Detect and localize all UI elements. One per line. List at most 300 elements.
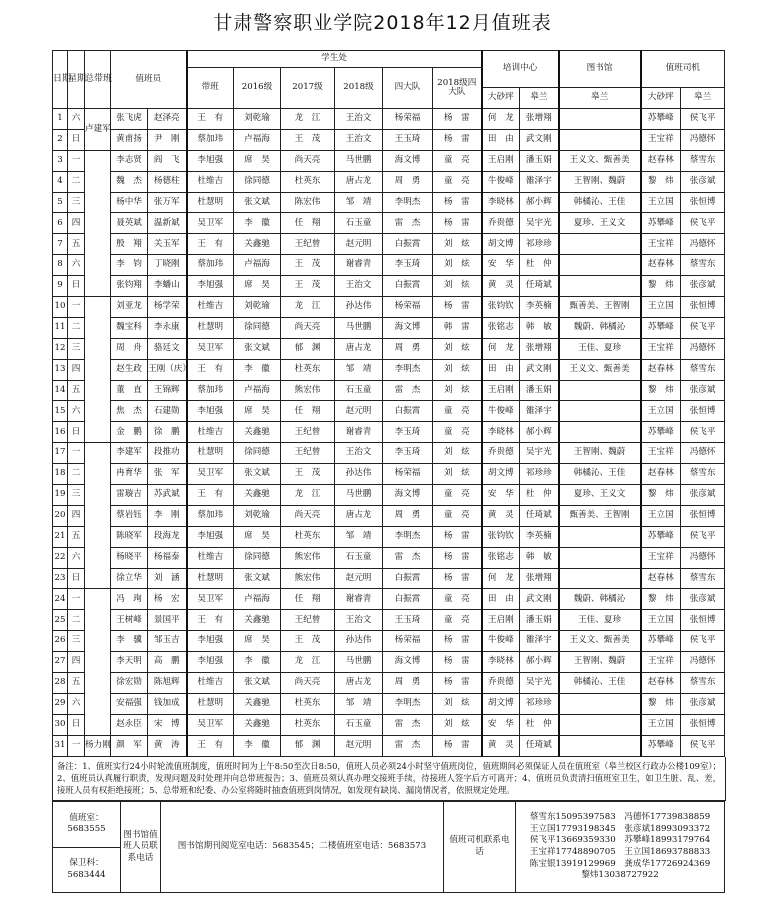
cell-grade-2018: 王治文 xyxy=(335,276,383,297)
cell-week: 日 xyxy=(68,422,85,443)
cell-brigade4: 周 勇 xyxy=(383,505,433,526)
roster-row xyxy=(53,401,725,422)
cell-training-dashaping: 田 由 xyxy=(482,359,520,380)
page-title: 甘肃警察职业学院2018年12月值班表 xyxy=(213,12,552,34)
cell-grade-2017: 杜英东 xyxy=(281,714,335,735)
cell-training-dashaping: 何 龙 xyxy=(482,338,520,359)
cell-brigade4-2018: 杨 雷 xyxy=(433,568,482,589)
cell-grade-2018: 唐占龙 xyxy=(335,505,383,526)
cell-driver-dashaping: 王宝祥 xyxy=(641,234,681,255)
cell-driver-gaolan: 蔡雪东 xyxy=(681,673,725,694)
cell-brigade4: 雷 杰 xyxy=(383,213,433,234)
driver-phone-line: 黎炜13038727922 xyxy=(581,870,659,881)
cell-driver-gaolan: 侯飞平 xyxy=(681,109,725,130)
cell-training-dashaping: 李晓林 xyxy=(482,652,520,673)
cell-training-dashaping: 牛俊峰 xyxy=(482,631,520,652)
cell-training-dashaping: 牛俊峰 xyxy=(482,171,520,192)
cell-grade-2017: 陈宏伟 xyxy=(281,192,335,213)
cell-training-gaolan: 雒泽宇 xyxy=(520,631,559,652)
roster-row xyxy=(53,338,725,359)
cell-week: 一 xyxy=(68,589,85,610)
cell-grade-2016: 张文斌 xyxy=(234,338,281,359)
cell-lead: 杜维吉 xyxy=(187,673,234,694)
cell-grade-2017: 熊宏伟 xyxy=(281,568,335,589)
cell-grade-2016: 李 徽 xyxy=(234,359,281,380)
cell-grade-2016: 卢福海 xyxy=(234,589,281,610)
cell-library-gaolan: 王智刚、魏蔚 xyxy=(559,652,641,673)
cell-lead: 王 有 xyxy=(187,485,234,506)
roster-row xyxy=(53,673,725,694)
cell-driver-dashaping: 苏攀峰 xyxy=(641,735,681,756)
cell-lead: 蔡加玮 xyxy=(187,505,234,526)
cell-staff-2: 赵泽亮 xyxy=(148,109,187,130)
cell-brigade4-2018: 刘 炫 xyxy=(433,359,482,380)
cell-training-dashaping: 何 龙 xyxy=(482,109,520,130)
duty-room-phone: 值班室：5683555 xyxy=(53,802,121,848)
cell-grade-2018: 孙达伟 xyxy=(335,297,383,318)
cell-training-gaolan: 武文刚 xyxy=(520,359,559,380)
cell-training-gaolan: 雒泽宇 xyxy=(520,171,559,192)
cell-grade-2017: 龙 江 xyxy=(281,652,335,673)
cell-grade-2018: 赵元明 xyxy=(335,234,383,255)
cell-brigade4: 雷 杰 xyxy=(383,380,433,401)
cell-grade-2018: 石玉童 xyxy=(335,547,383,568)
cell-grade-2016: 刘乾瑜 xyxy=(234,109,281,130)
cell-week: 二 xyxy=(68,171,85,192)
cell-grade-2016: 关鑫驰 xyxy=(234,485,281,506)
cell-training-dashaping: 牛俊峰 xyxy=(482,401,520,422)
cell-day: 24 xyxy=(53,589,68,610)
cell-grade-2016: 席 昊 xyxy=(234,150,281,171)
cell-library-gaolan: 王义文、甄善美 xyxy=(559,359,641,380)
cell-staff-1: 李天明 xyxy=(111,652,148,673)
cell-grade-2018: 邹 靖 xyxy=(335,693,383,714)
cell-driver-gaolan: 张恒博 xyxy=(681,297,725,318)
cell-brigade4-2018: 杨 雷 xyxy=(433,109,482,130)
cell-staff-1: 王树峰 xyxy=(111,610,148,631)
cell-brigade4: 李玉琦 xyxy=(383,255,433,276)
cell-grade-2016: 徐同德 xyxy=(234,171,281,192)
cell-grade-2016: 张文斌 xyxy=(234,192,281,213)
cell-brigade4: 李明杰 xyxy=(383,359,433,380)
cell-week: 六 xyxy=(68,255,85,276)
cell-driver-gaolan: 侯飞平 xyxy=(681,422,725,443)
cell-grade-2017: 王纪曾 xyxy=(281,610,335,631)
cell-brigade4-2018: 杨 雷 xyxy=(433,297,482,318)
cell-brigade4-2018: 杨 雷 xyxy=(433,192,482,213)
cell-training-gaolan: 张增翔 xyxy=(520,568,559,589)
cell-lead: 王 有 xyxy=(187,234,234,255)
cell-grade-2018: 马世鹏 xyxy=(335,150,383,171)
cell-brigade4: 杨荣福 xyxy=(383,464,433,485)
roster-row xyxy=(53,735,725,756)
cell-training-gaolan: 郝小辉 xyxy=(520,192,559,213)
cell-driver-dashaping: 王立国 xyxy=(641,297,681,318)
cell-library-gaolan xyxy=(559,422,641,443)
cell-brigade4-2018: 童 亮 xyxy=(433,171,482,192)
cell-brigade4: 王玉琦 xyxy=(383,129,433,150)
cell-grade-2016: 徐同德 xyxy=(234,317,281,338)
cell-brigade4-2018: 童 亮 xyxy=(433,589,482,610)
duty-table xyxy=(52,50,725,757)
cell-grade-2018: 石玉童 xyxy=(335,714,383,735)
cell-training-dashaping: 安 华 xyxy=(482,714,520,735)
cell-training-dashaping: 乔贵德 xyxy=(482,213,520,234)
cell-training-dashaping: 王启刚 xyxy=(482,380,520,401)
cell-training-dashaping: 黄 灵 xyxy=(482,276,520,297)
cell-staff-2: 钱加成 xyxy=(148,693,187,714)
roster-row xyxy=(53,213,725,234)
cell-staff-1: 杨中华 xyxy=(111,192,148,213)
cell-library-gaolan xyxy=(559,255,641,276)
cell-driver-dashaping: 苏攀峰 xyxy=(641,317,681,338)
cell-training-dashaping: 乔贵德 xyxy=(482,673,520,694)
cell-brigade4-2018: 杨 雷 xyxy=(433,526,482,547)
cell-driver-dashaping: 苏攀峰 xyxy=(641,109,681,130)
cell-day: 9 xyxy=(53,276,68,297)
cell-day: 20 xyxy=(53,505,68,526)
cell-driver-dashaping: 赵春林 xyxy=(641,673,681,694)
cell-driver-gaolan: 张恒博 xyxy=(681,192,725,213)
driver-phone-line: 陈宝银13919129969 龚成华17726924369 xyxy=(529,858,711,869)
cell-grade-2017: 杜英东 xyxy=(281,359,335,380)
cell-brigade4: 周 勇 xyxy=(383,673,433,694)
cell-driver-gaolan: 蔡雪东 xyxy=(681,568,725,589)
header-brigade4: 四大队 xyxy=(383,68,433,109)
cell-staff-1: 殷 翔 xyxy=(111,234,148,255)
cell-chief: 杨力刚 xyxy=(85,735,111,756)
cell-week: 三 xyxy=(68,631,85,652)
cell-driver-gaolan: 冯德怀 xyxy=(681,338,725,359)
cell-day: 29 xyxy=(53,693,68,714)
cell-day: 23 xyxy=(53,568,68,589)
cell-chief xyxy=(85,297,111,443)
cell-grade-2018: 谢睿青 xyxy=(335,422,383,443)
cell-brigade4-2018: 刘 炫 xyxy=(433,693,482,714)
cell-training-dashaping: 王启刚 xyxy=(482,150,520,171)
cell-staff-1: 焦 杰 xyxy=(111,401,148,422)
cell-grade-2018: 邹 靖 xyxy=(335,192,383,213)
cell-brigade4-2018: 刘 炫 xyxy=(433,276,482,297)
cell-staff-2: 陈旭辉 xyxy=(148,673,187,694)
cell-library-gaolan xyxy=(559,401,641,422)
cell-day: 1 xyxy=(53,109,68,130)
cell-staff-1: 聂英斌 xyxy=(111,213,148,234)
cell-driver-gaolan: 张恒博 xyxy=(681,505,725,526)
cell-brigade4-2018: 杨 雷 xyxy=(433,673,482,694)
cell-grade-2018: 王治文 xyxy=(335,610,383,631)
cell-grade-2016: 张文斌 xyxy=(234,673,281,694)
cell-staff-2: 李永康 xyxy=(148,317,187,338)
cell-day: 14 xyxy=(53,380,68,401)
cell-lead: 杜慧明 xyxy=(187,443,234,464)
cell-grade-2017: 王 茂 xyxy=(281,276,335,297)
cell-staff-2: 黄 涛 xyxy=(148,735,187,756)
cell-library-gaolan: 王义文、甄善美 xyxy=(559,631,641,652)
cell-lead: 李旭强 xyxy=(187,631,234,652)
cell-grade-2017: 王纪曾 xyxy=(281,422,335,443)
cell-grade-2017: 杜英东 xyxy=(281,693,335,714)
cell-driver-gaolan: 张彦斌 xyxy=(681,171,725,192)
cell-week: 五 xyxy=(68,234,85,255)
cell-brigade4: 海文博 xyxy=(383,485,433,506)
notes: 备注：1、值班实行24小时轮流值班制度，值班时间为上午8:50至次日8:50，值班人员必须24小时坚守值班岗位，值班期间必须保证人员在值班室（皋兰校区行政办公楼109室）；2、值班员认真履行职责，发现问题及时处理并向总带班报告；3、值班员须认真办理交接班手续，待接班人签字后方可离开；4、值班员负责清扫值班室卫生，如卫生脏、乱、差，接班人员有权拒绝接班；5、总带班和纪委、办公室将随时抽查值班到岗情况，如发现有缺岗、漏岗情况者，依照规定处理。 xyxy=(52,757,726,801)
cell-brigade4-2018: 刘 炫 xyxy=(433,234,482,255)
cell-staff-1: 冯 珣 xyxy=(111,589,148,610)
cell-lead: 杜慧明 xyxy=(187,693,234,714)
cell-staff-1: 刘亚龙 xyxy=(111,297,148,318)
cell-staff-2: 尹 刚 xyxy=(148,129,187,150)
cell-grade-2017: 王 茂 xyxy=(281,129,335,150)
cell-week: 六 xyxy=(68,547,85,568)
cell-brigade4-2018: 童 亮 xyxy=(433,505,482,526)
cell-driver-dashaping: 王立国 xyxy=(641,714,681,735)
cell-training-gaolan: 杜 仲 xyxy=(520,485,559,506)
cell-library-gaolan xyxy=(559,547,641,568)
cell-training-gaolan: 任琦斌 xyxy=(520,735,559,756)
cell-week: 三 xyxy=(68,192,85,213)
cell-driver-dashaping: 苏攀峰 xyxy=(641,631,681,652)
cell-grade-2016: 李 徽 xyxy=(234,652,281,673)
cell-grade-2017: 王纪曾 xyxy=(281,234,335,255)
cell-day: 19 xyxy=(53,485,68,506)
cell-lead: 杜维吉 xyxy=(187,547,234,568)
cell-day: 15 xyxy=(53,401,68,422)
cell-library-gaolan xyxy=(559,568,641,589)
header-2018: 2018级 xyxy=(335,68,383,109)
cell-driver-gaolan: 侯飞平 xyxy=(681,735,725,756)
cell-training-dashaping: 胡文博 xyxy=(482,464,520,485)
cell-grade-2017: 龙 江 xyxy=(281,297,335,318)
cell-grade-2016: 张文斌 xyxy=(234,568,281,589)
cell-grade-2018: 唐占龙 xyxy=(335,171,383,192)
cell-grade-2017: 王 茂 xyxy=(281,464,335,485)
cell-training-dashaping: 张钧钦 xyxy=(482,297,520,318)
cell-lead: 杜慧明 xyxy=(187,192,234,213)
cell-day: 10 xyxy=(53,297,68,318)
cell-training-gaolan: 潘玉娟 xyxy=(520,150,559,171)
cell-week: 四 xyxy=(68,652,85,673)
cell-library-gaolan xyxy=(559,380,641,401)
cell-brigade4: 杨荣福 xyxy=(383,109,433,130)
cell-driver-dashaping: 黎 炜 xyxy=(641,380,681,401)
cell-staff-2: 骆廷文 xyxy=(148,338,187,359)
header-staff: 值班员 xyxy=(111,51,187,109)
cell-brigade4-2018: 刘 炫 xyxy=(433,464,482,485)
header-training: 培训中心 xyxy=(482,51,559,88)
cell-driver-dashaping: 黎 炜 xyxy=(641,485,681,506)
roster-row xyxy=(53,714,725,735)
cell-grade-2018: 马世鹏 xyxy=(335,652,383,673)
security-phone: 保卫科：5683444 xyxy=(53,847,121,893)
cell-grade-2018: 石玉童 xyxy=(335,380,383,401)
cell-grade-2017: 龙 江 xyxy=(281,485,335,506)
driver-contact-label: 值班司机联系电话 xyxy=(444,802,516,893)
cell-library-gaolan xyxy=(559,276,641,297)
cell-lead: 吴卫军 xyxy=(187,589,234,610)
cell-training-gaolan: 张增翔 xyxy=(520,338,559,359)
cell-lead: 杜慧明 xyxy=(187,317,234,338)
cell-staff-1: 魏宝科 xyxy=(111,317,148,338)
cell-training-dashaping: 黄 灵 xyxy=(482,735,520,756)
cell-staff-2: 宋 博 xyxy=(148,714,187,735)
cell-lead: 杜慧明 xyxy=(187,568,234,589)
cell-library-gaolan: 魏蔚、韩橘沁 xyxy=(559,317,641,338)
cell-staff-2: 张 军 xyxy=(148,464,187,485)
cell-grade-2016: 卢福海 xyxy=(234,129,281,150)
cell-staff-1: 赵永臣 xyxy=(111,714,148,735)
cell-staff-1: 李 骥 xyxy=(111,631,148,652)
header-training-dashaping: 大砂坪 xyxy=(482,88,520,109)
cell-grade-2017: 杜英东 xyxy=(281,171,335,192)
cell-training-dashaping: 安 华 xyxy=(482,485,520,506)
cell-driver-dashaping: 苏攀峰 xyxy=(641,526,681,547)
cell-driver-dashaping: 黎 炜 xyxy=(641,276,681,297)
cell-grade-2018: 马世鹏 xyxy=(335,485,383,506)
cell-staff-1: 魏 杰 xyxy=(111,171,148,192)
cell-driver-gaolan: 蔡雪东 xyxy=(681,359,725,380)
cell-grade-2016: 李 徽 xyxy=(234,213,281,234)
cell-grade-2016: 席 昊 xyxy=(234,276,281,297)
cell-library-gaolan: 王义文、甄善美 xyxy=(559,150,641,171)
cell-week: 四 xyxy=(68,213,85,234)
cell-grade-2017: 任 翔 xyxy=(281,213,335,234)
cell-driver-dashaping: 王立国 xyxy=(641,505,681,526)
cell-driver-gaolan: 张彦斌 xyxy=(681,380,725,401)
cell-library-gaolan xyxy=(559,714,641,735)
roster-row xyxy=(53,547,725,568)
roster-row xyxy=(53,443,725,464)
cell-driver-gaolan: 蔡雪东 xyxy=(681,150,725,171)
cell-training-gaolan: 祁珍珍 xyxy=(520,234,559,255)
cell-week: 四 xyxy=(68,505,85,526)
cell-library-gaolan: 韩橘沁、王佳 xyxy=(559,464,641,485)
cell-brigade4: 李玉琦 xyxy=(383,422,433,443)
cell-grade-2017: 尚天亮 xyxy=(281,150,335,171)
cell-brigade4: 白振霄 xyxy=(383,234,433,255)
roster-row xyxy=(53,171,725,192)
cell-grade-2018: 赵元明 xyxy=(335,568,383,589)
cell-staff-2: 段海龙 xyxy=(148,526,187,547)
cell-driver-gaolan: 冯德怀 xyxy=(681,547,725,568)
cell-library-gaolan xyxy=(559,735,641,756)
cell-lead: 王 有 xyxy=(187,359,234,380)
cell-grade-2017: 任 翔 xyxy=(281,401,335,422)
cell-grade-2018: 唐占龙 xyxy=(335,673,383,694)
cell-day: 31 xyxy=(53,735,68,756)
roster-row xyxy=(53,276,725,297)
cell-staff-2: 杨德柱 xyxy=(148,171,187,192)
cell-staff-1: 黄甫扬 xyxy=(111,129,148,150)
cell-staff-2: 丁晓刚 xyxy=(148,255,187,276)
cell-training-dashaping: 田 由 xyxy=(482,589,520,610)
cell-driver-dashaping: 王宝祥 xyxy=(641,129,681,150)
cell-staff-1: 张钧翔 xyxy=(111,276,148,297)
cell-day: 18 xyxy=(53,464,68,485)
header-library-gaolan: 皋兰 xyxy=(559,88,641,109)
cell-staff-2: 徐 鹏 xyxy=(148,422,187,443)
cell-day: 22 xyxy=(53,547,68,568)
cell-lead: 李旭强 xyxy=(187,150,234,171)
cell-grade-2017: 王 茂 xyxy=(281,631,335,652)
roster-row xyxy=(53,610,725,631)
roster-row xyxy=(53,192,725,213)
cell-driver-dashaping: 王立国 xyxy=(641,610,681,631)
header-drivers-dashaping: 大砂坪 xyxy=(641,88,681,109)
cell-brigade4-2018: 杨 雷 xyxy=(433,213,482,234)
cell-lead: 蔡加玮 xyxy=(187,255,234,276)
cell-training-gaolan: 吴宇光 xyxy=(520,673,559,694)
driver-phone-line: 王立国17793198345 张彦斌18993093372 xyxy=(529,823,711,834)
cell-lead: 蔡加玮 xyxy=(187,129,234,150)
cell-brigade4: 李明杰 xyxy=(383,526,433,547)
cell-grade-2016: 卢福海 xyxy=(234,255,281,276)
cell-lead: 吴卫军 xyxy=(187,714,234,735)
cell-grade-2016: 席 昊 xyxy=(234,631,281,652)
cell-grade-2016: 关鑫驰 xyxy=(234,693,281,714)
cell-grade-2018: 谢睿青 xyxy=(335,589,383,610)
cell-driver-dashaping: 王宝祥 xyxy=(641,652,681,673)
cell-library-gaolan: 韩橘沁、王佳 xyxy=(559,673,641,694)
cell-brigade4-2018: 杨 雷 xyxy=(433,631,482,652)
cell-driver-dashaping: 黎 炜 xyxy=(641,693,681,714)
cell-brigade4-2018: 刘 炫 xyxy=(433,380,482,401)
cell-lead: 王 有 xyxy=(187,109,234,130)
cell-staff-1: 颜 军 xyxy=(111,735,148,756)
cell-grade-2017: 尚天亮 xyxy=(281,673,335,694)
cell-week: 三 xyxy=(68,485,85,506)
cell-library-gaolan xyxy=(559,109,641,130)
library-phones: 图书馆期刊阅览室电话：5683545；二楼值班室电话：5683573 xyxy=(161,802,444,893)
cell-grade-2018: 唐占龙 xyxy=(335,338,383,359)
cell-grade-2018: 马世鹏 xyxy=(335,317,383,338)
cell-training-gaolan: 潘玉娟 xyxy=(520,380,559,401)
roster-row xyxy=(53,693,725,714)
cell-grade-2018: 王治文 xyxy=(335,129,383,150)
cell-training-dashaping: 李晓林 xyxy=(482,192,520,213)
cell-training-gaolan: 任琦斌 xyxy=(520,276,559,297)
cell-training-dashaping: 李晓林 xyxy=(482,422,520,443)
cell-training-gaolan: 武文刚 xyxy=(520,589,559,610)
cell-day: 27 xyxy=(53,652,68,673)
cell-brigade4: 李明杰 xyxy=(383,192,433,213)
roster-row xyxy=(53,505,725,526)
cell-staff-1: 张飞虎 xyxy=(111,109,148,130)
cell-staff-2: 李 刚 xyxy=(148,505,187,526)
cell-training-gaolan: 武文刚 xyxy=(520,129,559,150)
cell-staff-1: 赵生政 xyxy=(111,359,148,380)
cell-staff-2: 阎 飞 xyxy=(148,150,187,171)
cell-week: 日 xyxy=(68,714,85,735)
contact-table xyxy=(52,801,725,893)
cell-driver-gaolan: 张彦斌 xyxy=(681,589,725,610)
library-contact-label: 图书馆值班人员联系电话 xyxy=(121,802,161,893)
cell-brigade4-2018: 童 亮 xyxy=(433,485,482,506)
header-week: 星期 xyxy=(68,51,85,109)
cell-week: 四 xyxy=(68,359,85,380)
cell-staff-1: 徐立华 xyxy=(111,568,148,589)
cell-lead: 王 有 xyxy=(187,735,234,756)
cell-staff-1: 杨晓平 xyxy=(111,547,148,568)
roster-row xyxy=(53,317,725,338)
cell-grade-2016: 徐同德 xyxy=(234,547,281,568)
cell-chief: 卢建军 xyxy=(85,109,111,151)
cell-training-gaolan: 祁珍珍 xyxy=(520,693,559,714)
cell-week: 六 xyxy=(68,109,85,130)
roster-row xyxy=(53,652,725,673)
cell-staff-1: 雷璇吉 xyxy=(111,485,148,506)
cell-grade-2017: 郁 渊 xyxy=(281,735,335,756)
